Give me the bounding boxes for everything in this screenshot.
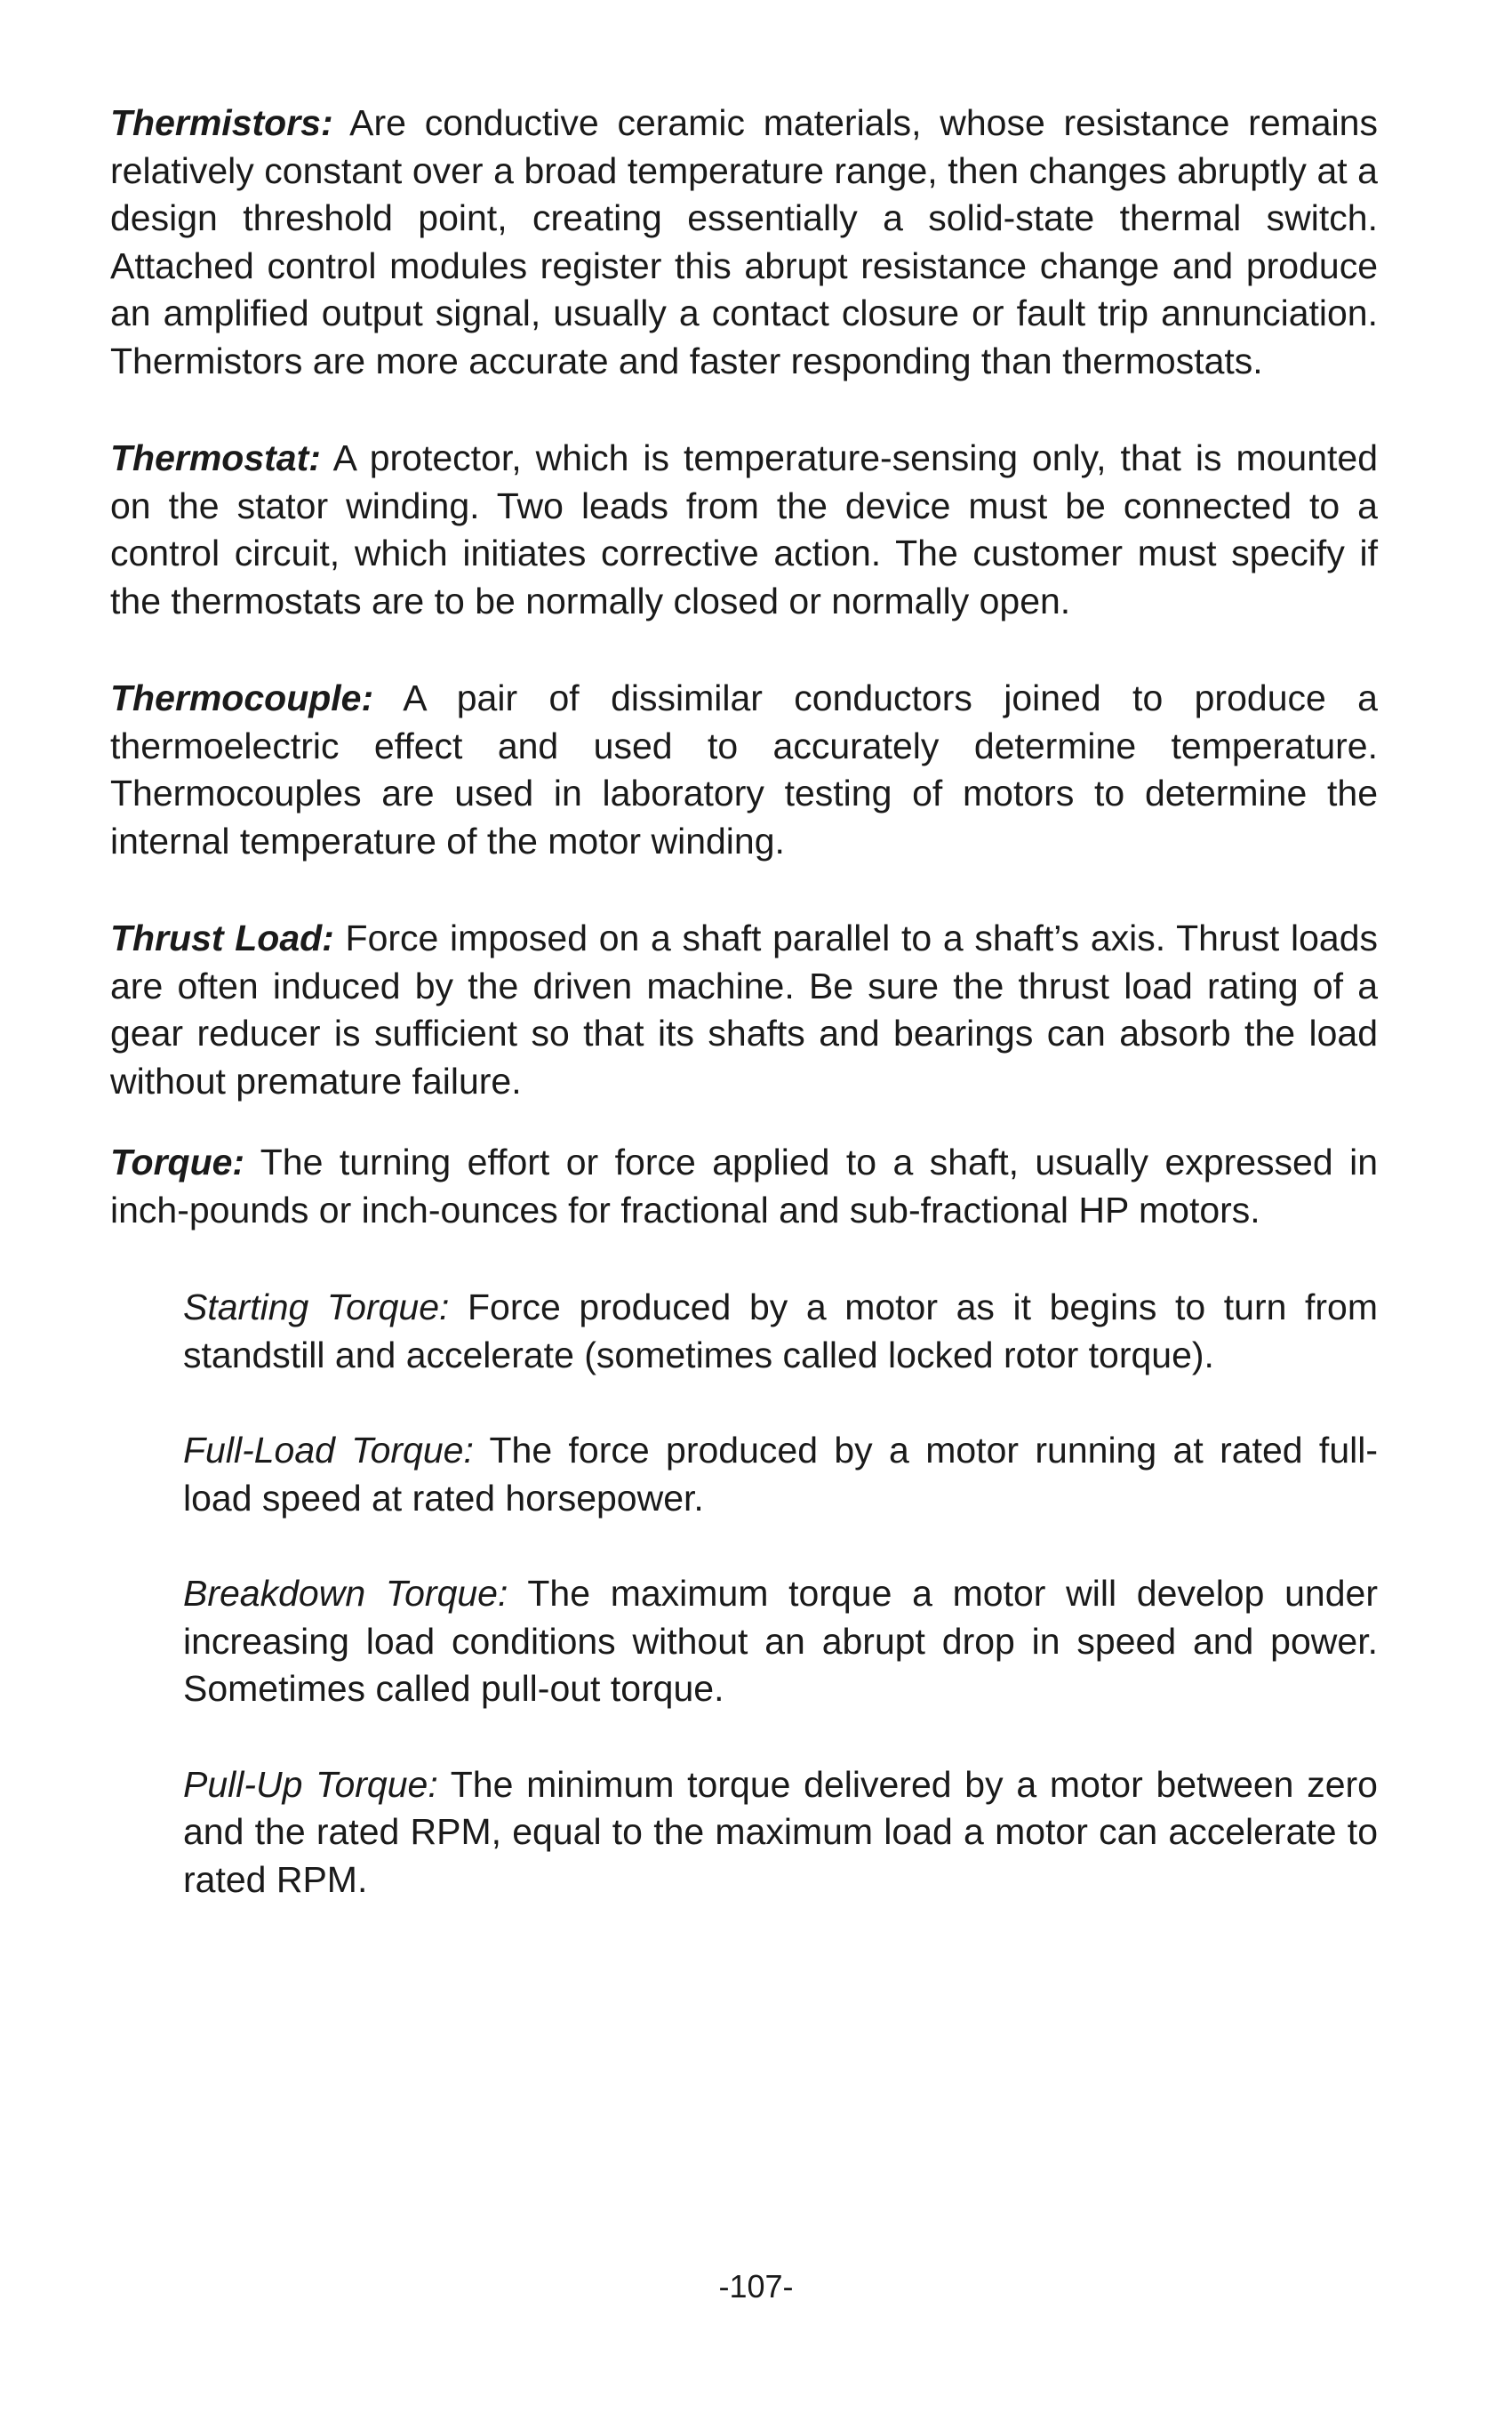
term-starting-torque: Starting Torque: [183,1287,450,1327]
term-thrust-load: Thrust Load: [110,918,334,958]
glossary-page [110,100,1378,1952]
term-torque: Torque: [110,1142,245,1182]
definition-full-load-torque: The force produced by a motor running at rated full-load speed at rated horsepower. [183,1430,1378,1519]
term-thermocouple: Thermocouple: [110,677,374,718]
term-thermistors: Thermistors: [110,102,333,143]
term-full-load-torque: Full-Load Torque: [183,1430,474,1471]
entry-torque [110,1139,1378,1234]
entry-thermocouple [110,675,1378,865]
definition-pull-up-torque: The minimum torque delivered by a motor between zero and the rated RPM, equal to the maximum load a motor can accelerate to rated RPM. [183,1763,1378,1900]
definition-thermocouple: A pair of dissimilar conductors joined to produce a thermoelectric effect and used to accurately determine temperature. Thermocouples are used in laboratory testing of motors to determine the internal temperature of the motor winding. [110,677,1378,862]
term-pull-up-torque: Pull-Up Torque: [183,1763,438,1805]
definition-breakdown-torque: The maximum torque a motor will develop under increasing load conditions without an abrupt drop in speed and power. Sometimes called pull-out torque. [183,1573,1378,1709]
definition-thermostat: A protector, which is temperature-sensing only, that is mounted on the stator winding. Two leads from the device must be connected to a control circuit, which initiates corrective action. The customer must specify if the thermostats are to be normally closed or normally open. [110,437,1378,621]
definition-thermistors: Are conductive ceramic materials, whose resistance remains relatively constant over a broad temperature range, then changes abruptly at a design threshold point, creating essentially a solid-state thermal switch. Attached control modules register this abrupt resistance change and produce an amplified output signal, usually a contact closure or fault trip annunciation. Thermistors are more accurate and faster responding than thermostats. [110,102,1378,381]
entry-pull-up-torque [183,1761,1378,1904]
entry-full-load-torque [183,1427,1378,1522]
entry-thermistors [110,100,1378,385]
definition-starting-torque: Force produced by a motor as it begins to turn from standstill and accelerate (sometimes called locked rotor torque). [183,1287,1378,1375]
term-thermostat: Thermostat: [110,437,321,478]
page-number: -107- [718,2268,794,2305]
entry-starting-torque [183,1284,1378,1379]
entry-thrust-load [110,915,1378,1105]
definition-torque: The turning effort or force applied to a shaft, usually expressed in inch-pounds or inch-ounces for fractional and sub-fractional HP motors. [110,1142,1378,1231]
definition-thrust-load: Force imposed on a shaft parallel to a shaft’s axis. Thrust loads are often induced by the driven machine. Be sure the thrust load rating of a gear reducer is sufficient so that its shafts and bearings can absorb the load without premature failure. [110,918,1378,1102]
entry-thermostat [110,435,1378,625]
term-breakdown-torque: Breakdown Torque: [183,1573,508,1614]
entry-breakdown-torque [183,1570,1378,1713]
